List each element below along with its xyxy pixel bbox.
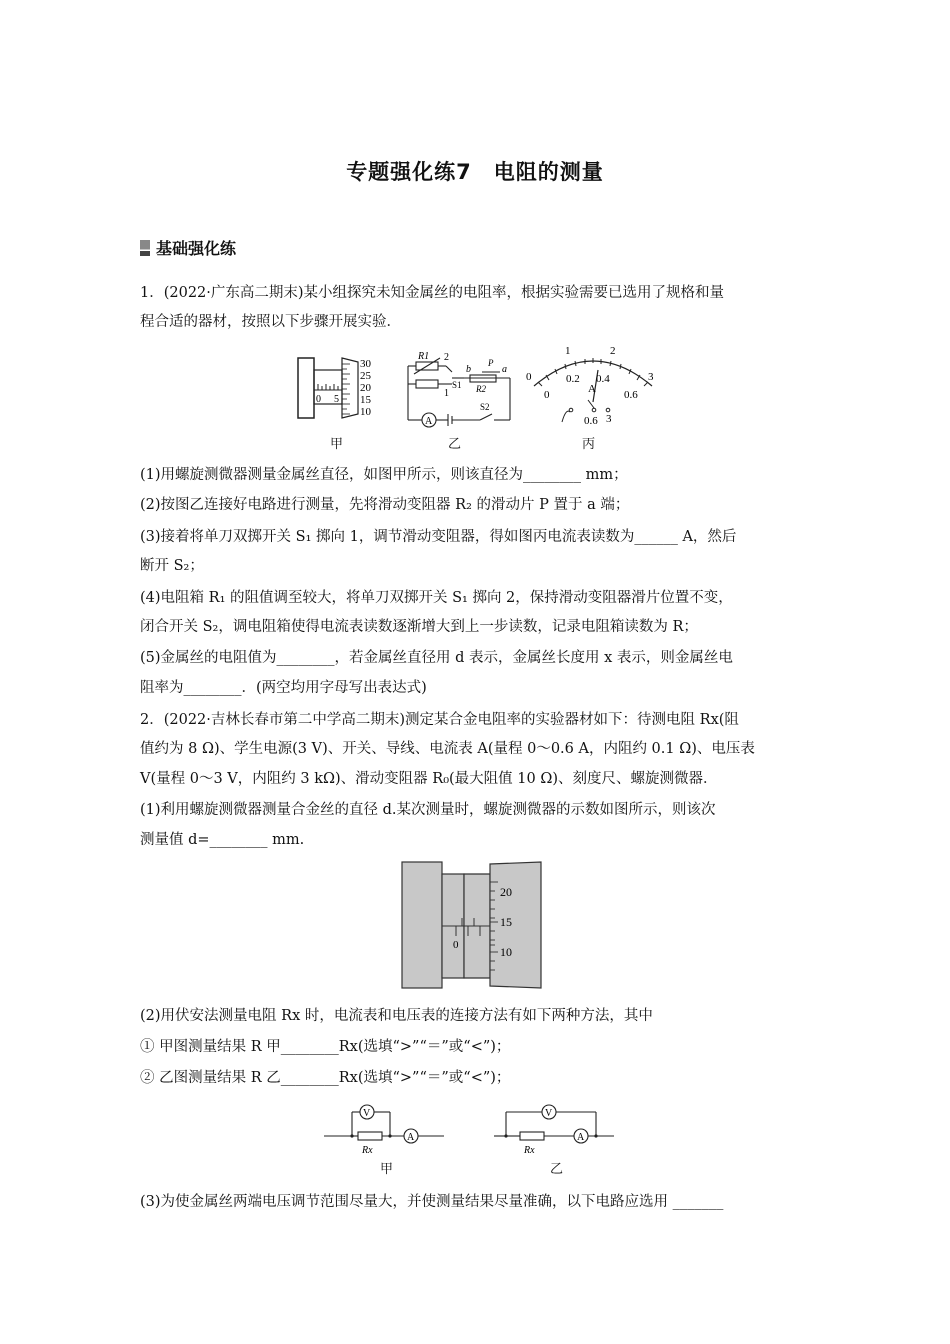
fig-caption-jia: 甲 — [380, 1162, 394, 1177]
q1-micrometer-figure — [296, 352, 388, 426]
fig-caption-yi: 乙 — [550, 1162, 564, 1177]
dial-inner-label: 0 — [544, 389, 550, 401]
junction-dot — [594, 1134, 597, 1137]
dial-center-label: A — [588, 383, 596, 395]
label-r2: R2 — [476, 384, 486, 394]
q1-step5-line2: 阻率为________．(两空均用字母写出表达式) — [140, 680, 427, 696]
dial-inner-label: 0.6 — [624, 389, 638, 401]
label-s2: S2 — [480, 402, 490, 412]
voltmeter-label: V — [545, 1108, 553, 1119]
junction-dot — [504, 1134, 507, 1137]
dial-top-label: 1 — [565, 345, 571, 357]
scale-label: 20 — [500, 885, 512, 899]
q1-ammeter-figure — [524, 342, 662, 432]
voltmeter-label: V — [363, 1108, 371, 1119]
ammeter-label: A — [407, 1132, 415, 1143]
label-1: 1 — [444, 388, 449, 399]
sleeve-zero-label: 0 — [453, 939, 459, 951]
q2-micrometer-figure — [400, 860, 545, 992]
ammeter-label: A — [425, 416, 433, 427]
label-b: b — [466, 364, 471, 375]
terminal-06 — [592, 408, 596, 412]
dial-top-label: 2 — [610, 345, 616, 357]
label-p: P — [488, 358, 494, 368]
terminal-label: 3 — [606, 413, 612, 425]
q1-circuit-figure — [404, 348, 514, 432]
dial-inner-label: 0.2 — [566, 373, 580, 385]
section-marker-icon — [140, 240, 150, 256]
frame-block — [402, 862, 442, 988]
anvil-body — [298, 358, 314, 418]
terminal-minus — [569, 408, 573, 412]
q1-step4-line2: 闭合开关 S₂，调电阻箱使得电流表读数逐渐增大到上一步读数，记录电阻箱读数为 R； — [140, 619, 698, 635]
q2-intro-line2: 值约为 8 Ω)、学生电源(3 V)、开关、导线、电流表 A(量程 0～0.6 A，内阻约 0.1 Ω)、电压表 — [140, 741, 755, 757]
q1-step1: (1)用螺旋测微器测量金属丝直径，如图甲所示，则该直径为________ mm； — [140, 467, 628, 483]
q2-part2-b: ② 乙图测量结果 R 乙________Rx(选填“>”“＝”或“<”)； — [140, 1070, 511, 1086]
scale-label: 15 — [500, 915, 512, 929]
fig-caption-bing: 丙 — [582, 437, 596, 452]
q2-part1-line1: (1)利用螺旋测微器测量合金丝的直径 d.某次测量时，螺旋测微器的示数如图所示，则该次 — [140, 802, 716, 818]
section-heading-text: 基础强化练 — [156, 239, 237, 258]
thimble-ticks — [342, 364, 350, 414]
q2-part2: (2)用伏安法测量电阻 Rx 时，电流表和电压表的连接方法有如下两种方法，其中 — [140, 1008, 653, 1024]
page-title: 专题强化练7 电阻的测量 — [346, 160, 604, 184]
wire-resistor — [416, 380, 438, 388]
q2-circuit-yi — [492, 1102, 616, 1158]
q2-circuit-jia — [322, 1102, 446, 1158]
junction-dot — [350, 1134, 353, 1137]
q2-part2-a: ① 甲图测量结果 R 甲________Rx(选填“>”“＝”或“<”)； — [140, 1039, 511, 1055]
q1-step5-line1: (5)金属丝的电阻值为________，若金属丝直径用 d 表示，金属丝长度用 x 表示，则金属丝电 — [140, 650, 733, 666]
sleeve-label: 5 — [334, 394, 339, 405]
terminal-label: 0.6 — [584, 415, 598, 427]
scale-label: 15 — [360, 394, 371, 406]
ammeter-label: A — [577, 1132, 585, 1143]
resistor-label: Rx — [362, 1145, 373, 1156]
junction-dot — [388, 1134, 391, 1137]
resistor-label: Rx — [524, 1145, 535, 1156]
switch-s2-blade — [480, 414, 492, 420]
fig-caption-yi: 乙 — [448, 437, 462, 452]
section-heading — [140, 236, 236, 259]
dial-outer-label: 0 — [526, 371, 532, 383]
sleeve-label: 0 — [316, 394, 321, 405]
scale-label: 10 — [500, 945, 512, 959]
fig-caption-jia: 甲 — [330, 437, 344, 452]
dial-outer-label: 3 — [648, 371, 654, 383]
terminal-wire-icon — [562, 411, 570, 422]
label-2: 2 — [444, 352, 449, 363]
q2-intro-line3: V(量程 0～3 V，内阻约 3 kΩ)、滑动变阻器 R₀(最大阻值 10 Ω)、刻度尺、螺旋测微器． — [140, 771, 718, 787]
scale-label: 10 — [360, 406, 371, 418]
label-s1: S1 — [452, 380, 462, 390]
scale-label: 25 — [360, 370, 371, 382]
q1-intro-line1: 1．(2022·广东高二期末)某小组探究未知金属丝的电阻率，根据实验需要已选用了规格和量 — [140, 285, 725, 301]
q2-intro-line1: 2．(2022·吉林长春市第二中学高二期末)测定某合金电阻率的实验器材如下：待测电阻 Rx(阻 — [140, 712, 739, 728]
q1-step2: (2)按图乙连接好电路进行测量，先将滑动变阻器 R₂ 的滑动片 P 置于 a 端； — [140, 497, 630, 513]
q1-step4-line1: (4)电阻箱 R₁ 的阻值调至较大，将单刀双掷开关 S₁ 掷向 2，保持滑动变阻器滑片位置不变， — [140, 590, 733, 606]
label-r1: R1 — [418, 351, 430, 362]
thimble — [490, 862, 541, 988]
scale-label: 30 — [360, 358, 371, 370]
q1-intro-line2: 程合适的器材，按照以下步骤开展实验． — [140, 314, 401, 330]
label-a: a — [502, 364, 507, 375]
resistor-rx — [358, 1132, 382, 1140]
dial-inner-label: 0.4 — [596, 373, 610, 385]
q2-part1-line2: 测量值 d=________ mm. — [140, 832, 305, 848]
terminal-3 — [606, 408, 610, 412]
resistor-rx — [520, 1132, 544, 1140]
scale-label: 20 — [360, 382, 371, 394]
q2-part3: (3)为使金属丝两端电压调节范围尽量大，并使测量结果尽量准确，以下电路应选用 _______ — [140, 1194, 724, 1210]
q1-step3-line2: 断开 S₂； — [140, 558, 204, 574]
q1-step3-line1: (3)接着将单刀双掷开关 S₁ 掷向 1，调节滑动变阻器，得如图丙电流表读数为______ A，然后 — [140, 529, 737, 545]
